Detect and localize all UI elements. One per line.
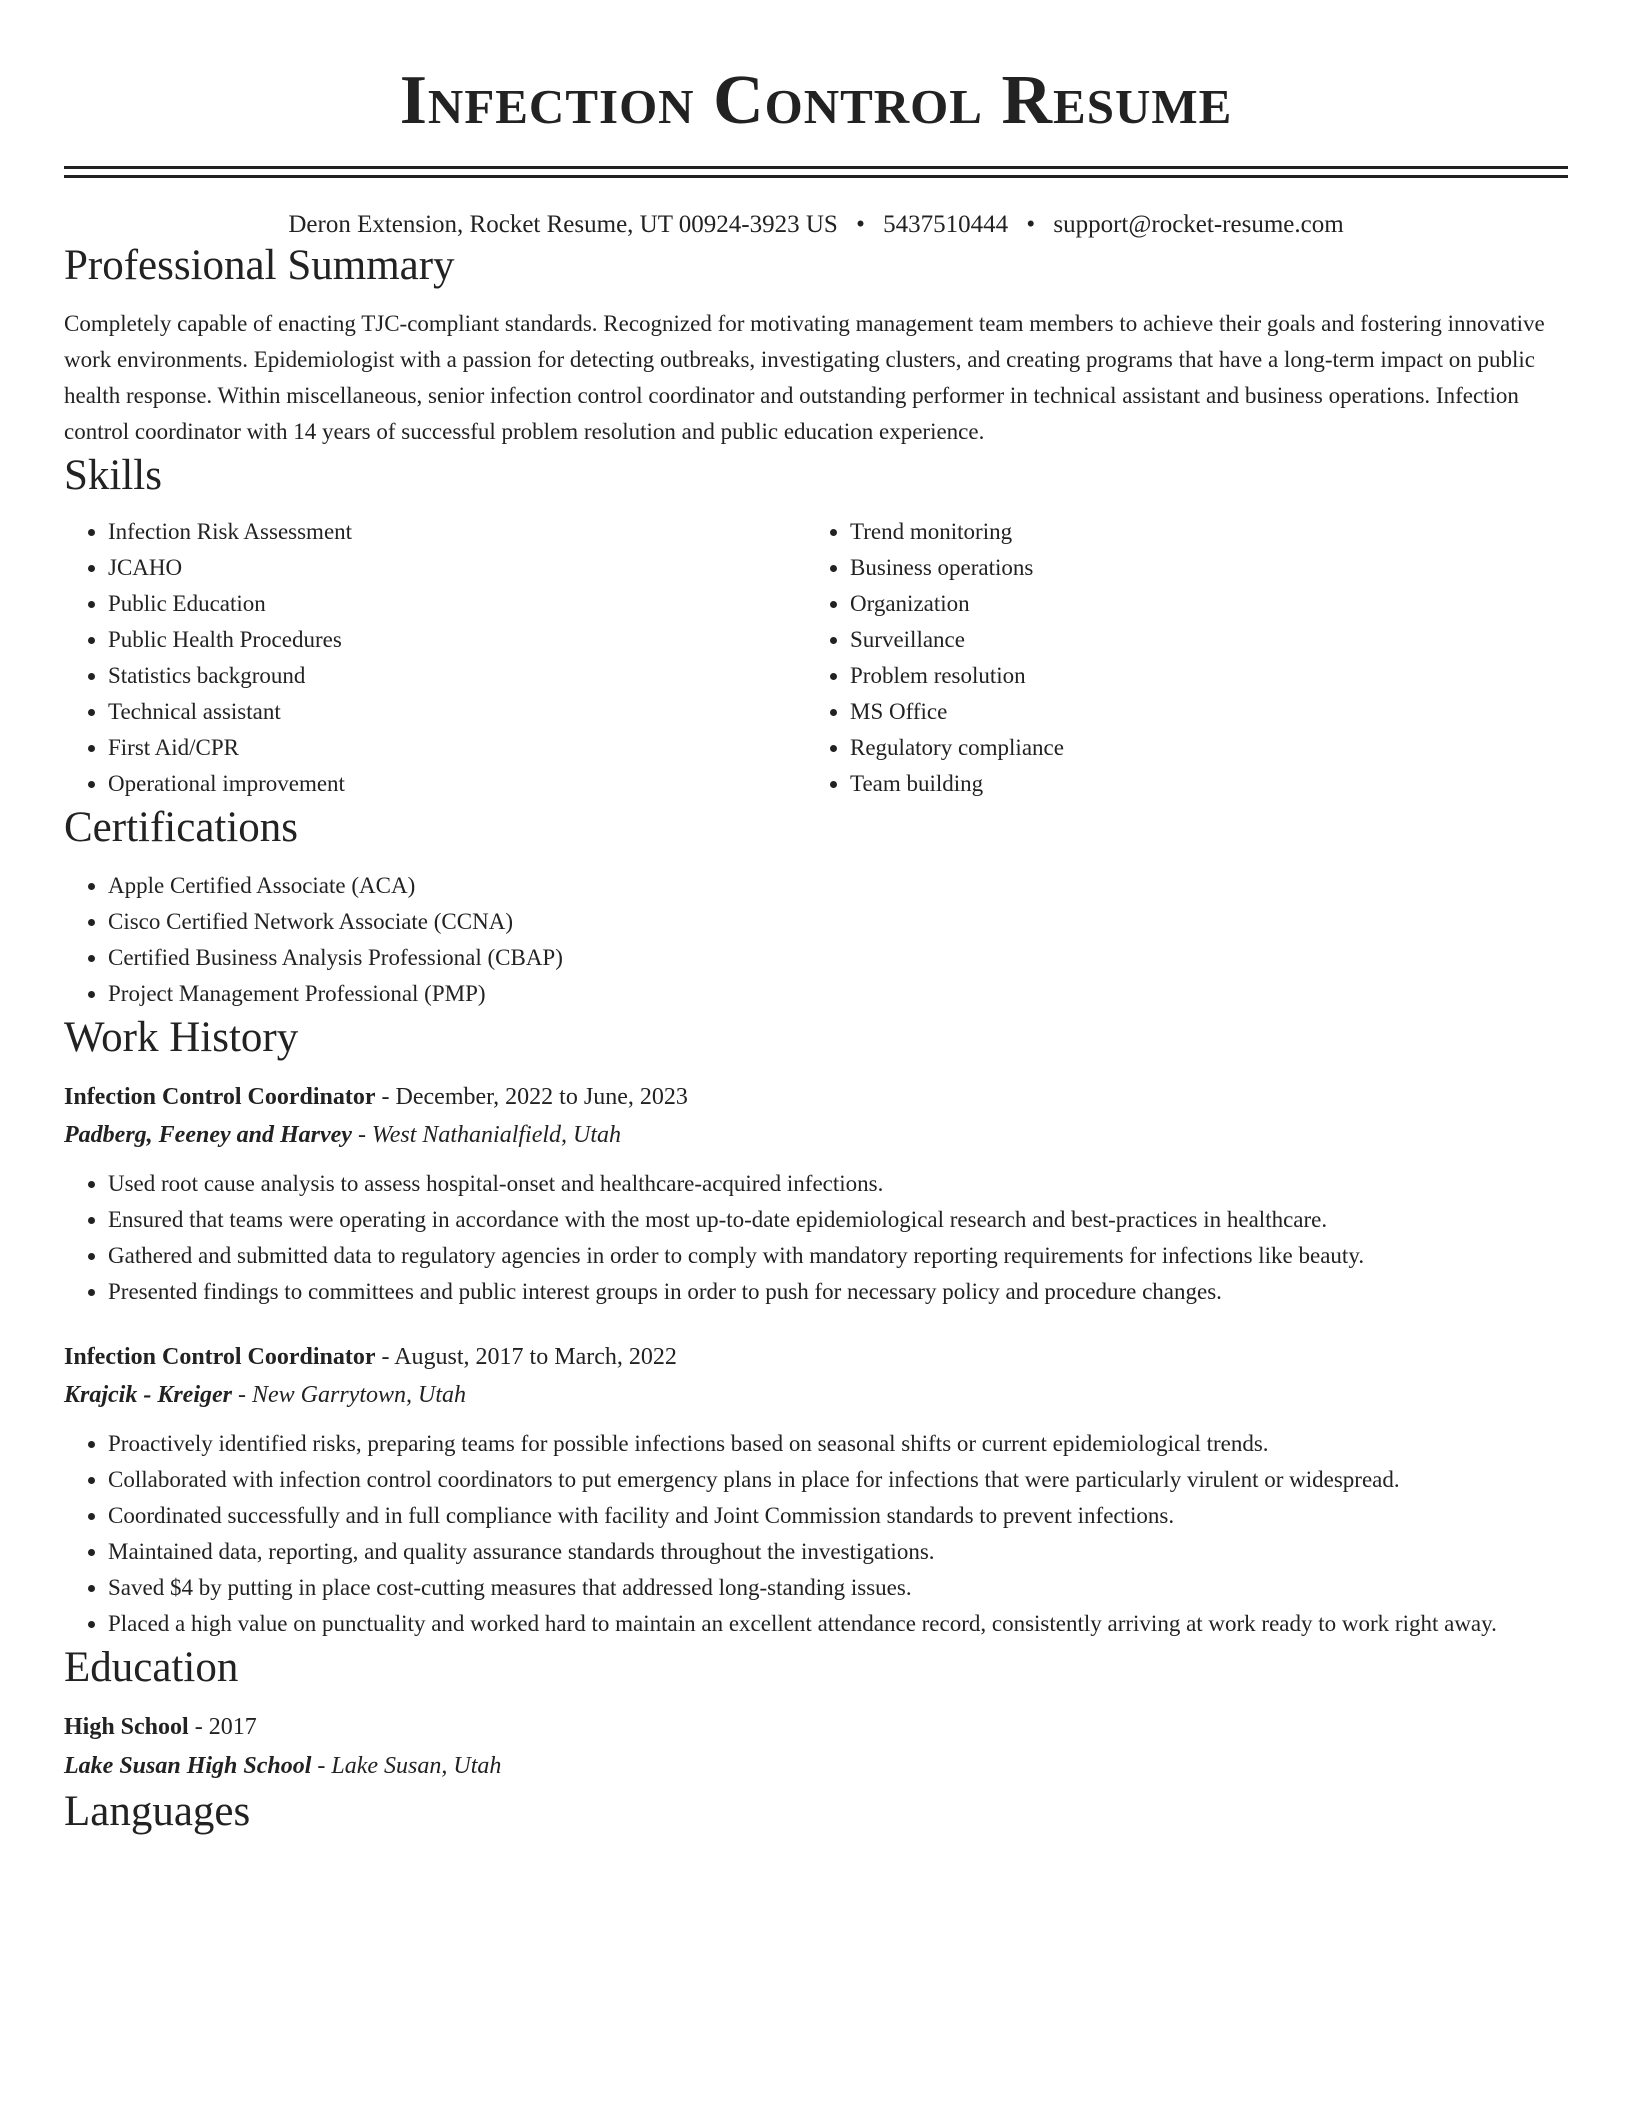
certification-item: • Apple Certified Associate (ACA) <box>108 868 1568 904</box>
job-title: Infection Control Coordinator <box>64 1084 376 1110</box>
job-bullet: • Presented findings to committees and public interest groups in order to push for necessary policy and procedure changes. <box>108 1274 1568 1310</box>
education-degree-line <box>64 1708 1568 1746</box>
job-location: - West Nathanialfield, Utah <box>351 1122 622 1148</box>
skill-item: • Business operations <box>850 550 1568 586</box>
skill-item: • Problem resolution <box>850 658 1568 694</box>
job-bullet: • Collaborated with infection control coordinators to put emergency plans in place for infections that were particularly virulent or widespread. <box>108 1462 1568 1498</box>
job-bullet: • Coordinated successfully and in full compliance with facility and Joint Commission standards to prevent infections. <box>108 1498 1568 1534</box>
skill-item: • JCAHO <box>108 550 806 586</box>
job-title-line <box>64 1078 1568 1116</box>
skill-item: • Operational improvement <box>108 766 806 802</box>
job-bullet: • Ensured that teams were operating in accordance with the most up-to-date epidemiological research and best-practices in healthcare. <box>108 1202 1568 1238</box>
job-company: Krajcik - Kreiger <box>64 1382 232 1408</box>
job-location: - New Garrytown, Utah <box>232 1382 466 1408</box>
job-title: Infection Control Coordinator <box>64 1344 376 1370</box>
skill-item: • Technical assistant <box>108 694 806 730</box>
job-entry <box>64 1338 1568 1642</box>
contact-phone: 5437510444 <box>883 211 1009 238</box>
job-bullet: • Saved $4 by putting in place cost-cutting measures that addressed long-standing issues. <box>108 1570 1568 1606</box>
skill-item: • Regulatory compliance <box>850 730 1568 766</box>
contact-address: Deron Extension, Rocket Resume, UT 00924-3923 US <box>288 211 838 238</box>
job-bullet: • Gathered and submitted data to regulatory agencies in order to comply with mandatory reporting requirements for infections like beauty. <box>108 1238 1568 1274</box>
skill-item: • Organization <box>850 586 1568 622</box>
skill-item: • Public Education <box>108 586 806 622</box>
title-divider-thick <box>64 166 1568 169</box>
work-history-heading: Work History <box>64 1014 299 1061</box>
job-company: Padberg, Feeney and Harvey <box>64 1122 352 1148</box>
skill-item: • Statistics background <box>108 658 806 694</box>
job-bullets <box>64 1166 1568 1310</box>
contact-separator: • <box>856 211 865 238</box>
job-company-line <box>64 1376 1568 1414</box>
certification-item: • Cisco Certified Network Associate (CCNA) <box>108 904 1568 940</box>
job-company-line <box>64 1116 1568 1154</box>
skill-item: • Infection Risk Assessment <box>108 514 806 550</box>
skill-item: • First Aid/CPR <box>108 730 806 766</box>
contact-line <box>64 210 1568 240</box>
education-degree: High School <box>64 1714 189 1740</box>
job-bullet: • Proactively identified risks, preparing teams for possible infections based on seasonal shifts or current epidemiological trends. <box>108 1426 1568 1462</box>
resume-title: Infection Control Resume <box>399 62 1233 139</box>
job-bullet: • Placed a high value on punctuality and worked hard to maintain an excellent attendance record, consistently arriving at work ready to work right away. <box>108 1606 1568 1642</box>
certifications-list <box>64 868 1568 1012</box>
skills-list <box>64 514 1568 802</box>
skill-item: • MS Office <box>850 694 1568 730</box>
summary-text: Completely capable of enacting TJC-compliant standards. Recognized for motivating management team members to achieve their goals and fostering innovative work environments. Epidemiologist with a passion for detecting outbreaks, investigating clusters, and creating programs that have a long-term impact on public health response. Within miscellaneous, senior infection control coordinator and outstanding performer in technical assistant and business operations. Infection control coordinator with 14 years of successful problem resolution and public education experience. <box>64 311 1545 444</box>
education-year: - 2017 <box>188 1714 257 1740</box>
job-bullet: • Maintained data, reporting, and quality assurance standards throughout the investigations. <box>108 1534 1568 1570</box>
job-entry <box>64 1078 1568 1310</box>
contact-email: support@rocket-resume.com <box>1053 211 1344 238</box>
skills-heading: Skills <box>64 452 162 499</box>
skill-item: • Public Health Procedures <box>108 622 806 658</box>
title-divider-thin <box>64 175 1568 178</box>
job-dates: - August, 2017 to March, 2022 <box>375 1344 677 1370</box>
job-title-line <box>64 1338 1568 1376</box>
job-bullets <box>64 1426 1568 1642</box>
job-dates: - December, 2022 to June, 2023 <box>375 1084 688 1110</box>
education-heading: Education <box>64 1644 239 1691</box>
skill-item: • Surveillance <box>850 622 1568 658</box>
contact-separator: • <box>1026 211 1036 238</box>
languages-heading: Languages <box>64 1788 251 1835</box>
certification-item: • Project Management Professional (PMP) <box>108 976 1568 1012</box>
skills-column-left <box>64 514 806 802</box>
skill-item: • Trend monitoring <box>850 514 1568 550</box>
education-school-line <box>64 1746 1568 1786</box>
skills-column-right <box>806 514 1568 802</box>
certification-item: • Certified Business Analysis Professional (CBAP) <box>108 940 1568 976</box>
skill-item: • Team building <box>850 766 1568 802</box>
education-school: Lake Susan High School <box>64 1753 312 1779</box>
certifications-heading: Certifications <box>64 804 299 851</box>
education-location: - Lake Susan, Utah <box>311 1753 502 1779</box>
job-bullet: • Used root cause analysis to assess hospital-onset and healthcare-acquired infections. <box>108 1166 1568 1202</box>
summary-heading: Professional Summary <box>64 242 455 289</box>
